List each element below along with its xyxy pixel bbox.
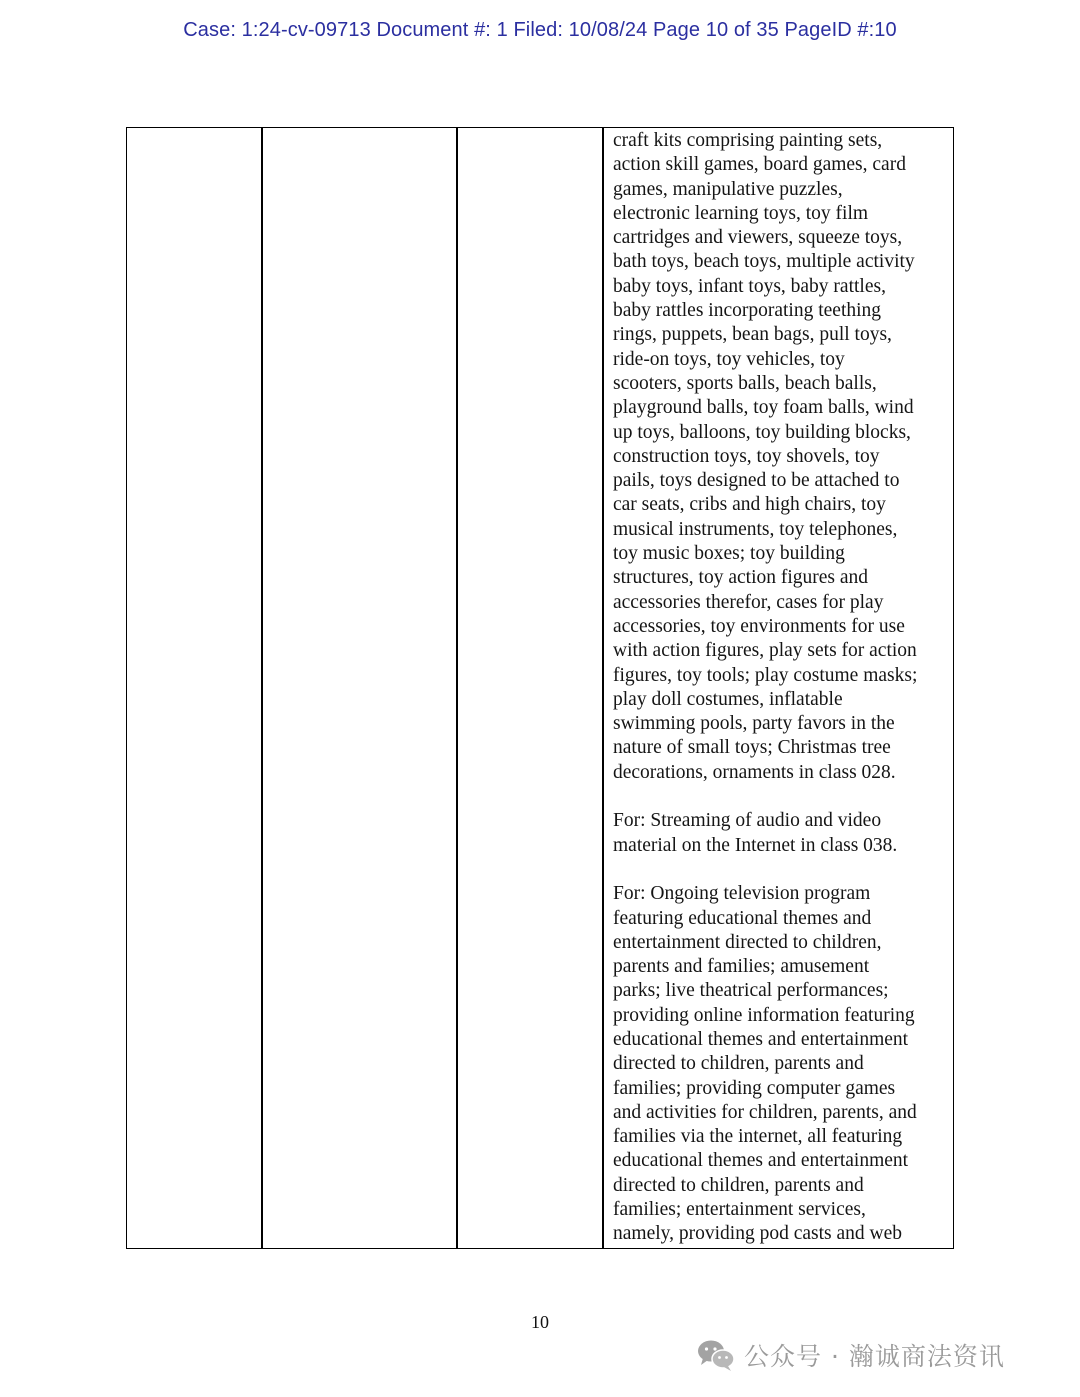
trademark-table [126, 127, 954, 1249]
goods-paragraph-class-038: For: Streaming of audio and video material on the Internet in class 038. [613, 810, 898, 856]
case-header: Case: 1:24-cv-09713 Document #: 1 Filed: 10/08/24 Page 10 of 35 PageID #:10 [183, 19, 897, 41]
page-number: 10 [531, 1312, 549, 1332]
goods-paragraph-class-041: For: Ongoing television program featuring educational themes and entertainment directed to children, parents and families; amusement parks; live theatrical performances; providing online information featuring educational themes and entertainment directed to children, parents and families; providing computer games and activities for children, parents, and families via the internet, all featuring educational themes and entertainment directed to children, parents and families; entertainment services, namely, providing pod casts and web [613, 883, 917, 1245]
column-divider [602, 128, 604, 1248]
goods-paragraph-class-028: craft kits comprising painting sets, action skill games, board games, card games, manipulative puzzles, electronic learning toys, toy film cartridges and viewers, squeeze toys, bath toys, beach toys, multiple activity baby toys, infant toys, baby rattles, baby rattles incorporating teething rings, puppets, bean bags, pull toys, ride-on toys, toy vehicles, toy scooters, sports balls, beach balls, playground balls, toy foam balls, wind up toys, balloons, toy building blocks, construction toys, toy shovels, toy pails, toys designed to be attached to car seats, cribs and high chairs, toy musical instruments, toy telephones, toy music boxes; toy building structures, toy action figures and accessories therefor, cases for play accessories, toy environments for use with action figures, play sets for action figures, toy tools; play costume masks; play doll costumes, inflatable swimming pools, party favors in the nature of small toys; Christmas tree decorations, ornaments in class 028. [613, 130, 918, 783]
column-divider [456, 128, 458, 1248]
column-divider [261, 128, 263, 1248]
watermark-text: 公众号 · 瀚诚商法资讯 [744, 1342, 1005, 1371]
goods-services-cell [613, 129, 951, 1247]
watermark [696, 1337, 1005, 1373]
wechat-icon [696, 1338, 736, 1372]
